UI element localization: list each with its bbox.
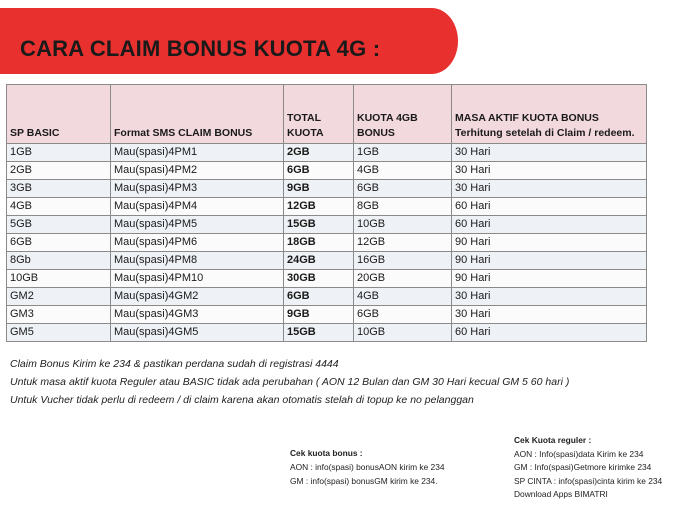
cell-total-kuota: 6GB: [284, 288, 354, 306]
cell-sp-basic: 3GB: [7, 180, 111, 198]
cell-sp-basic: GM2: [7, 288, 111, 306]
cell-kuota-bonus: 8GB: [354, 198, 452, 216]
cell-format-sms: Mau(spasi)4PM5: [111, 216, 284, 234]
cell-total-kuota: 9GB: [284, 306, 354, 324]
cell-kuota-bonus: 16GB: [354, 252, 452, 270]
table-row: [7, 180, 647, 198]
cell-masa-aktif: 60 Hari: [452, 324, 647, 342]
cell-kuota-bonus: 20GB: [354, 270, 452, 288]
cell-kuota-bonus: 12GB: [354, 234, 452, 252]
cell-format-sms: Mau(spasi)4GM5: [111, 324, 284, 342]
cell-format-sms: Mau(spasi)4GM2: [111, 288, 284, 306]
cell-sp-basic: GM5: [7, 324, 111, 342]
cell-sp-basic: 6GB: [7, 234, 111, 252]
table-body: [7, 144, 647, 342]
cell-sp-basic: 8Gb: [7, 252, 111, 270]
cell-kuota-bonus: 4GB: [354, 288, 452, 306]
cell-masa-aktif: 30 Hari: [452, 144, 647, 162]
cell-total-kuota: 2GB: [284, 144, 354, 162]
cell-masa-aktif: 30 Hari: [452, 288, 647, 306]
cek-reguler-sp-cinta: SP CINTA : info(spasi)cinta kirim ke 234: [514, 475, 663, 486]
notes-section: [10, 355, 670, 409]
cell-kuota-bonus: 1GB: [354, 144, 452, 162]
table-row: [7, 306, 647, 324]
cell-total-kuota: 12GB: [284, 198, 354, 216]
cell-format-sms: Mau(spasi)4PM4: [111, 198, 284, 216]
cell-sp-basic: 2GB: [7, 162, 111, 180]
cek-reguler-heading: Cek Kuota reguler :: [514, 435, 592, 445]
cell-kuota-bonus: 6GB: [354, 180, 452, 198]
note-line: Claim Bonus Kirim ke 234 & pastikan perdana sudah di registrasi 4444: [10, 358, 339, 370]
cell-total-kuota: 15GB: [284, 216, 354, 234]
download-apps-text: Download Apps BIMATRI: [514, 489, 608, 499]
cek-kuota-reguler-box: [514, 434, 662, 502]
cell-format-sms: Mau(spasi)4PM6: [111, 234, 284, 252]
table-row: [7, 162, 647, 180]
cell-kuota-bonus: 6GB: [354, 306, 452, 324]
cell-format-sms: Mau(spasi)4GM3: [111, 306, 284, 324]
table-row: [7, 144, 647, 162]
cell-sp-basic: 4GB: [7, 198, 111, 216]
cell-masa-aktif: 30 Hari: [452, 306, 647, 324]
cell-total-kuota: 9GB: [284, 180, 354, 198]
cell-kuota-bonus: 10GB: [354, 324, 452, 342]
cell-total-kuota: 24GB: [284, 252, 354, 270]
cell-total-kuota: 6GB: [284, 162, 354, 180]
table-header-row: [7, 85, 647, 144]
page-title: CARA CLAIM BONUS KUOTA 4G :: [20, 36, 381, 61]
cell-format-sms: Mau(spasi)4PM10: [111, 270, 284, 288]
cell-masa-aktif: 90 Hari: [452, 252, 647, 270]
table-row: [7, 324, 647, 342]
cek-bonus-aon: AON : info(spasi) bonusAON kirim ke 234: [290, 462, 445, 472]
bonus-table-container: [6, 84, 646, 342]
cell-masa-aktif: 60 Hari: [452, 216, 647, 234]
cek-reguler-aon: AON : Info(spasi)data Kirim ke 234: [514, 448, 644, 459]
cell-format-sms: Mau(spasi)4PM8: [111, 252, 284, 270]
cell-masa-aktif: 30 Hari: [452, 180, 647, 198]
cell-format-sms: Mau(spasi)4PM3: [111, 180, 284, 198]
cell-sp-basic: 1GB: [7, 144, 111, 162]
cek-reguler-gm: GM : Info(spasi)Getmore kirimke 234: [514, 462, 652, 472]
header-format-sms: Format SMS CLAIM BONUS: [111, 85, 284, 144]
header-sp-basic: SP BASIC: [7, 85, 111, 144]
bonus-table: [6, 84, 647, 342]
cell-kuota-bonus: 4GB: [354, 162, 452, 180]
table-row: [7, 198, 647, 216]
header-total-kuota: TOTAL KUOTA: [284, 85, 354, 144]
cek-bonus-gm: GM : info(spasi) bonusGM kirim ke 234.: [290, 476, 438, 486]
cell-masa-aktif: 60 Hari: [452, 198, 647, 216]
cell-total-kuota: 15GB: [284, 324, 354, 342]
cell-total-kuota: 18GB: [284, 234, 354, 252]
cell-sp-basic: 10GB: [7, 270, 111, 288]
cek-bonus-heading: Cek kuota bonus :: [290, 448, 363, 458]
cek-kuota-bonus-box: [290, 446, 445, 488]
header-kuota-4gb-bonus: KUOTA 4GB BONUS: [354, 85, 452, 144]
cell-total-kuota: 30GB: [284, 270, 354, 288]
note-line: Untuk Vucher tidak perlu di redeem / di claim karena akan otomatis stelah di topup ke no pelanggan: [10, 394, 474, 406]
cell-kuota-bonus: 10GB: [354, 216, 452, 234]
cell-sp-basic: GM3: [7, 306, 111, 324]
cell-format-sms: Mau(spasi)4PM1: [111, 144, 284, 162]
table-row: [7, 252, 647, 270]
table-row: [7, 216, 647, 234]
cell-masa-aktif: 90 Hari: [452, 270, 647, 288]
cell-masa-aktif: 30 Hari: [452, 162, 647, 180]
header-masa-aktif: MASA AKTIF KUOTA BONUS Terhitung setelah di Claim / redeem.: [452, 85, 647, 144]
cell-format-sms: Mau(spasi)4PM2: [111, 162, 284, 180]
note-line: Untuk masa aktif kuota Reguler atau BASIC tidak ada perubahan ( AON 12 Bulan dan GM 30 Hari kecual GM 5 60 hari ): [10, 376, 570, 388]
cell-sp-basic: 5GB: [7, 216, 111, 234]
table-row: [7, 288, 647, 306]
cell-masa-aktif: 90 Hari: [452, 234, 647, 252]
table-row: [7, 270, 647, 288]
table-row: [7, 234, 647, 252]
